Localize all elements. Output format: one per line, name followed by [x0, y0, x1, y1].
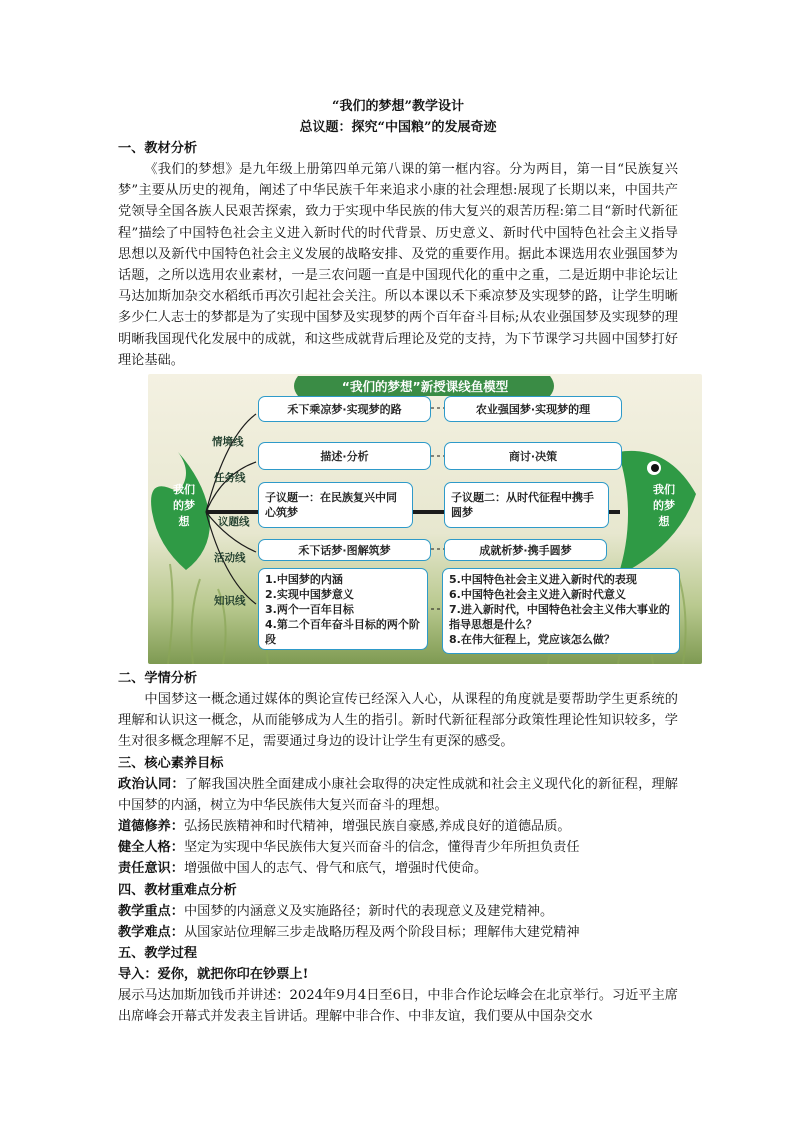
fish-eye-pupil — [651, 464, 659, 472]
section-heading-4: 四、教材重难点分析 — [118, 882, 237, 898]
goal-text: 坚定为实现中华民族伟大复兴而奋斗的信念，懂得青少年所担负责任 — [183, 840, 580, 856]
section-2-paragraph: 中国梦这一概念通过媒体的舆论宣传已经深入人心，从课程的角度就是要帮助学生更系统的理解和认识这一概念，从而能够成为人生的指引。新时代新征程部分政策性理论性知识较多，学生对很多概念理解不足，需要通过身边的设计让学生有更深的感受。 — [118, 692, 678, 750]
doc-subtitle: 总议题：探究“中国粮”的发展奇迹 — [299, 120, 497, 135]
line-label-task: 任务线 — [214, 472, 246, 485]
goal-sound-personality — [118, 837, 678, 858]
knowledge-item: 4.第二个百年奋斗目标的两个阶段 — [265, 618, 420, 647]
lesson-intro: 导入：爱你，就把你印在钞票上! — [118, 967, 309, 983]
knowledge-left-box — [258, 568, 428, 650]
goal-label: 责任意识： — [118, 861, 184, 877]
scenario-right-box: 农业强国梦·实现梦的理 — [444, 396, 622, 422]
teaching-key-point — [118, 901, 678, 922]
activity-right-box: 成就析梦·携手圆梦 — [444, 539, 607, 561]
line-label-scenario: 情境线 — [212, 436, 244, 449]
doc-title: “我们的梦想”教学设计 — [332, 99, 464, 114]
knowledge-item: 6.中国特色社会主义进入新时代意义 — [449, 588, 626, 602]
goal-responsibility — [118, 858, 678, 879]
task-left-box: 描述·分析 — [258, 442, 431, 470]
goal-text: 弘扬民族精神和时代精神，增强民族自豪感,养成良好的道德品质。 — [183, 819, 571, 835]
fishbone-diagram — [148, 374, 702, 664]
activity-left-box: 禾下话梦·图解筑梦 — [258, 539, 431, 561]
scenario-left-box: 禾下乘凉梦·实现梦的路 — [258, 396, 431, 422]
fish-tail-label: 我们 的梦 想 — [653, 483, 675, 529]
document-page — [118, 96, 678, 1028]
line-label-activity: 活动线 — [214, 552, 246, 565]
knowledge-item: 3.两个一百年目标 — [265, 603, 354, 617]
diagram-banner-title: “我们的梦想”新授课线鱼模型 — [341, 379, 509, 395]
knowledge-item: 5.中国特色社会主义进入新时代的表现 — [449, 573, 637, 587]
section-1-paragraph: 《我们的梦想》是九年级上册第四单元第八课的第一框内容。分为两目，第一目“民族复兴梦”主要从历史的视角，阐述了中华民族千年来追求小康的社会理想:展现了长期以来，中国共产党领导全国各族人民艰苦探索，致力于实现中华民族的伟大复兴的艰苦历程:第二目“新时代新征程”描绘了中国特色社会主义进入新时代的时代背景、历史意义、新时代中国特色社会主义指导思想以及新代中国特色社会主义发展的战略安排、及党的重要作用。据此本课选用农业强国梦为话题，之所以选用农业素材，一是三农问题一直是中国现代化的重中之重，二是近期中非论坛让马达加斯加杂交水稻纸币再次引起社会关注。所以本课以禾下乘凉梦及实现梦的路，让学生明晰多少仁人志士的梦都是为了实现中国梦及实现梦的两个百年奋斗目标;从农业强国梦及实现梦的理明晰我国现代化发展中的成就，和这些成就背后理论及党的支持，为下节课学习共圆中国梦打好理论基础。 — [118, 162, 678, 368]
knowledge-right-box — [442, 568, 680, 654]
knowledge-item: 1.中国梦的内涵 — [265, 573, 343, 587]
section-heading-3: 三、核心素养目标 — [118, 755, 224, 771]
line-label-knowledge: 知识线 — [214, 595, 246, 608]
key-label: 教学重点： — [118, 903, 184, 919]
goal-text: 增强做中国人的志气、骨气和底气，增强时代使命。 — [183, 861, 488, 877]
knowledge-item: 8.在伟大征程上，党应该怎么做？ — [449, 633, 615, 647]
section-heading-5: 五、教学过程 — [118, 946, 198, 962]
knowledge-item: 7.进入新时代，中国特色社会主义伟大事业的指导思想是什么？ — [449, 603, 670, 632]
fish-head-label: 我们 的梦 想 — [173, 483, 195, 529]
topic-right-box: 子议题二：从时代征程中携手圆梦 — [444, 482, 609, 528]
difficulty-label: 教学难点： — [118, 924, 184, 940]
goal-text: 了解我国决胜全面建成小康社会取得的决定性成就和社会主义现代化的新征程，理解中国梦的内涵，树立为中华民族伟大复兴而奋斗的理想。 — [118, 776, 678, 813]
goal-label: 道德修养： — [118, 819, 184, 835]
teaching-difficulty — [118, 922, 678, 943]
key-text: 中国梦的内涵意义及实施路径；新时代的表现意义及建党精神。 — [183, 903, 554, 919]
lesson-intro-paragraph: 展示马达加斯加钱币并讲述：2024年9月4日至6日，中非合作论坛峰会在北京举行。习近平主席出席峰会开幕式并发表主旨讲话。理解中非合作、中非友谊，我们要从中国杂交水 — [118, 988, 678, 1025]
goal-label: 政治认同： — [118, 776, 185, 792]
difficulty-text: 从国家站位理解三步走战略历程及两个阶段目标；理解伟大建党精神 — [183, 924, 580, 940]
section-heading-1: 一、教材分析 — [118, 141, 198, 156]
section-heading-2: 二、学情分析 — [118, 671, 198, 687]
goal-label: 健全人格： — [118, 840, 184, 856]
topic-left-box: 子议题一：在民族复兴中同心筑梦 — [258, 482, 413, 528]
task-right-box: 商讨·决策 — [444, 442, 622, 470]
knowledge-item: 2.实现中国梦意义 — [265, 588, 354, 602]
goal-moral-cultivation — [118, 816, 678, 837]
goal-political-identity — [118, 774, 678, 816]
line-label-topic: 议题线 — [218, 516, 250, 529]
